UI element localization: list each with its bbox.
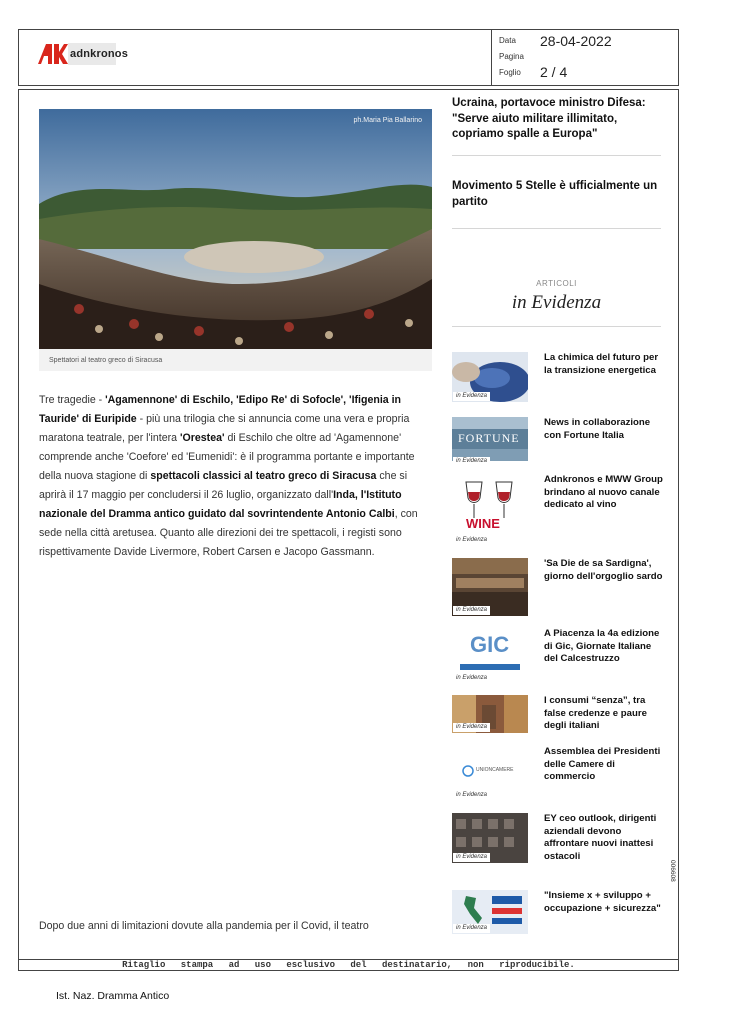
evidenza-badge: in Evidenza: [453, 853, 490, 862]
thumbnail: [452, 474, 528, 546]
article-continuation: Dopo due anni di limitazioni dovute alla pandemia per il Covid, il teatro: [39, 920, 369, 932]
photo-caption: Spettatori al teatro greco di Siracusa: [49, 357, 163, 364]
fortune-text: FORTUNE: [458, 431, 520, 445]
thumbnail: [452, 417, 528, 467]
evidenza-badge: in Evidenza: [453, 536, 490, 545]
article-text: , con sede nella città aretusea. Quanto alle direzioni dei tre spettacoli, i registi sono rispettivamente Davide Livermore, Robert Carsen e Jacopo Gassmann.: [39, 508, 418, 558]
evidenza-title: La chimica del futuro per la transizione energetica: [544, 352, 659, 376]
thumbnail: [452, 890, 528, 934]
separator: [452, 326, 661, 327]
evidenza-title: I consumi “senza”, tra false credenze e paure degli italiani: [544, 695, 647, 732]
section-title: in Evidenza: [511, 292, 602, 313]
evidenza-badge: in Evidenza: [453, 392, 490, 401]
article-text: Tre tragedie -: [39, 394, 106, 406]
separator: [452, 155, 661, 156]
evidenza-badge: in Evidenza: [453, 924, 490, 933]
date-value: 28-04-2022: [540, 33, 612, 49]
article-text: di Eschilo che oltre ad 'Agamennone' comprende anche 'Coefore' ed 'Eumenidi': è il programma portante e importante della nuova stagione di: [39, 432, 415, 482]
article-bold: Inda, l'Istituto nazionale del Dramma antico guidato dal sovrintendente Antonio Calbi: [39, 489, 402, 520]
source-label: Ist. Naz. Dramma Antico: [56, 990, 170, 1002]
gic-text: GIC: [470, 632, 510, 657]
evidenza-badge: in Evidenza: [453, 791, 490, 800]
article-bold: 'Orestea': [180, 432, 225, 444]
copyright-notice: Ritaglio stampa ad uso esclusivo del destinatario, non riproducibile.: [122, 960, 575, 970]
evidenza-badge: in Evidenza: [453, 457, 490, 466]
evidenza-title: Adnkronos e MWW Group brindano al nuovo canale dedicato al vino: [544, 474, 663, 511]
unioncamere-text: UNIONCAMERE: [476, 767, 514, 773]
evidenza-badge: in Evidenza: [453, 606, 490, 615]
evidenza-title: "Insieme x + sviluppo + occupazione + sicurezza": [544, 890, 661, 914]
theatre-photo: [39, 109, 432, 349]
evidenza-badge: in Evidenza: [453, 674, 490, 683]
brand-name: adnkronos: [70, 48, 129, 60]
thumbnail: [452, 558, 528, 616]
article-body: [39, 391, 432, 562]
headline-link-m5s[interactable]: Movimento 5 Stelle è ufficialmente un partito: [452, 180, 658, 208]
evidenza-title: A Piacenza la 4a edizione di Gic, Giornate Italiane del Calcestruzzo: [544, 628, 660, 665]
evidenza-title: EY ceo outlook, dirigenti aziendali devono affrontare nuovi inattesi ostacoli: [544, 813, 657, 862]
header-divider: [491, 30, 492, 85]
separator: [452, 228, 661, 229]
evidenza-badge: in Evidenza: [453, 723, 490, 732]
thumbnail: [452, 813, 528, 863]
photo-credit: ph.Maria Pia Ballarino: [353, 117, 422, 124]
headline-link-ukraine[interactable]: Ucraina, portavoce ministro Difesa: "Serve aiuto militare illimitato, copriamo spalle a Europa": [452, 97, 646, 140]
header-box: [18, 29, 679, 86]
article-bold: spettacoli classici al teatro greco di Siracusa: [150, 470, 377, 482]
section-label: ARTICOLI: [536, 279, 577, 288]
theatre-photo-image: [39, 109, 432, 349]
page-label: Pagina: [499, 52, 524, 61]
thumbnail: [452, 352, 528, 402]
adnkronos-logo-icon: [38, 44, 68, 64]
date-label: Data: [499, 36, 516, 45]
evidenza-title: News in collaborazione con Fortune Italia: [544, 417, 651, 441]
article-text: che si aprirà il 17 maggio per concludersi il 26 luglio, organizzato dall': [39, 470, 408, 501]
adnkronos-logo[interactable]: [38, 44, 128, 64]
article-bold: 'Agamennone' di Eschilo, 'Edipo Re' di Sofocle', 'Ifigenia in Tauride' di Euripide: [39, 394, 402, 425]
sheet-value: 2 / 4: [540, 64, 568, 80]
wine-text: WINE: [466, 516, 500, 531]
thumbnail: [452, 628, 528, 684]
thumbnail: [452, 695, 528, 733]
evidenza-title: Assemblea dei Presidenti delle Camere di commercio: [544, 746, 661, 783]
article-text: - più una trilogia che si annuncia come una vera e propria maratona teatrale, per l'intera: [39, 413, 410, 444]
document-code: 006608: [669, 860, 676, 882]
evidenza-title: 'Sa Die de sa Sardigna', giorno dell'orgoglio sardo: [544, 558, 663, 582]
sheet-label: Foglio: [499, 68, 521, 77]
thumbnail: [452, 746, 528, 801]
